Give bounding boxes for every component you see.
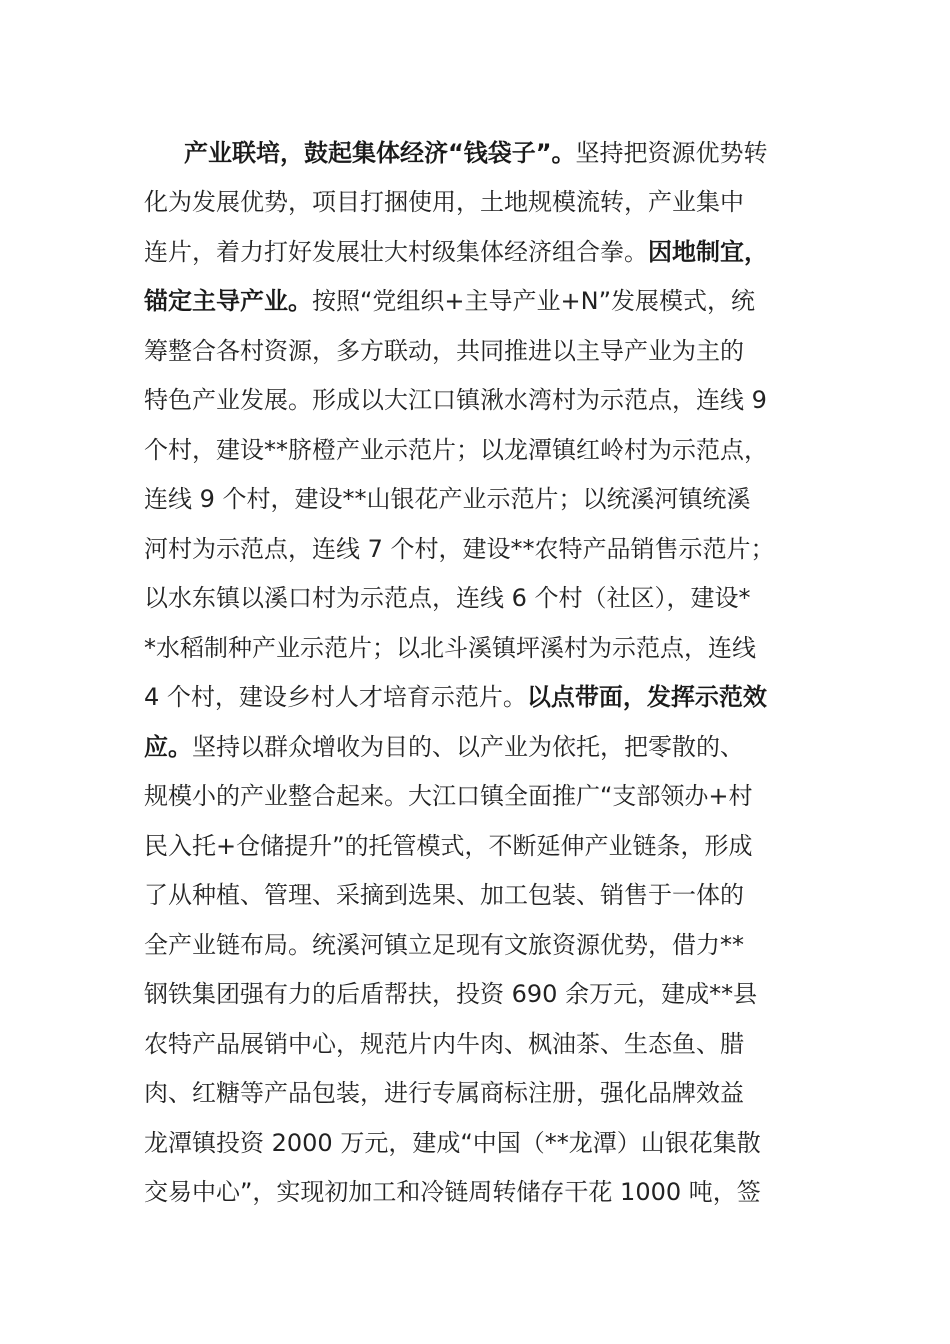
paragraph-line xyxy=(144,969,757,1019)
paragraph-line xyxy=(144,722,744,772)
body-text: 交易中心”，实现初加工和冷链周转储存干花 1000 吨，签 xyxy=(144,1178,761,1206)
body-text: *水稻制种产业示范片；以北斗溪镇坪溪村为示范点，连线 xyxy=(144,634,756,662)
body-text: 连片，着力打好发展壮大村级集体经济组合拳。 xyxy=(144,238,648,266)
paragraph-line xyxy=(144,821,753,871)
body-text: 龙潭镇投资 2000 万元，建成“中国（**龙潭）山银花集散 xyxy=(144,1129,761,1157)
body-text: 特色产业发展。形成以大江口镇湫水湾村为示范点，连线 9 xyxy=(144,386,767,414)
paragraph-line xyxy=(144,1118,761,1168)
paragraph-line xyxy=(184,128,768,178)
paragraph-line xyxy=(144,227,768,277)
body-text: 坚持把资源优势转 xyxy=(575,139,768,167)
body-text: 按照“党组织+主导产业+N”发展模式，统 xyxy=(312,287,756,315)
paragraph-line xyxy=(144,425,768,475)
paragraph-line xyxy=(144,573,751,623)
bold-heading: 应。 xyxy=(144,733,192,761)
body-text: 4 个村，建设乡村人才培育示范片。 xyxy=(144,683,527,711)
paragraph-line xyxy=(144,623,756,673)
body-text: 个村，建设**脐橙产业示范片；以龙潭镇红岭村为示范点， xyxy=(144,436,768,464)
paragraph-line xyxy=(144,920,744,970)
body-text: 了从种植、管理、采摘到选果、加工包装、销售于一体的 xyxy=(144,881,744,909)
paragraph-line xyxy=(144,276,755,326)
paragraph-line xyxy=(144,771,753,821)
body-text: 连线 9 个村，建设**山银花产业示范片；以统溪河镇统溪 xyxy=(144,485,751,513)
paragraph-line xyxy=(144,1068,744,1118)
body-text: 河村为示范点，连线 7 个村，建设**农特产品销售示范片； xyxy=(144,535,775,563)
bold-heading: 锚定主导产业。 xyxy=(144,287,312,315)
body-text: 化为发展优势，项目打捆使用，土地规模流转，产业集中 xyxy=(144,188,744,216)
paragraph-line xyxy=(144,1019,744,1069)
paragraph-line xyxy=(144,672,767,722)
body-text: 坚持以群众增收为目的、以产业为依托，把零散的、 xyxy=(192,733,744,761)
body-text: 规模小的产业整合起来。大江口镇全面推广“支部领办+村 xyxy=(144,782,753,810)
body-text: 农特产品展销中心，规范片内牛肉、枫油茶、生态鱼、腊 xyxy=(144,1030,744,1058)
paragraph-line xyxy=(144,326,744,376)
bold-heading: 因地制宜， xyxy=(648,238,768,266)
paragraph-line xyxy=(144,524,775,574)
body-text: 以水东镇以溪口村为示范点，连线 6 个村（社区），建设* xyxy=(144,584,751,612)
paragraph-line xyxy=(144,1167,761,1217)
bold-heading: 以点带面，发挥示范效 xyxy=(526,683,767,711)
bold-heading: 产业联培，鼓起集体经济“钱袋子”。 xyxy=(184,139,576,167)
paragraph-line xyxy=(144,375,767,425)
paragraph-line xyxy=(144,870,744,920)
body-text: 肉、红糖等产品包装，进行专属商标注册，强化品牌效益 xyxy=(144,1079,744,1107)
paragraph-line xyxy=(144,474,751,524)
body-text: 钢铁集团强有力的后盾帮扶，投资 690 余万元，建成**县 xyxy=(144,980,758,1008)
body-text: 民入托+仓储提升”的托管模式，不断延伸产业链条，形成 xyxy=(144,832,753,860)
body-text: 全产业链布局。统溪河镇立足现有文旅资源优势，借力** xyxy=(144,931,744,959)
paragraph-line xyxy=(144,177,744,227)
body-text: 筹整合各村资源，多方联动，共同推进以主导产业为主的 xyxy=(144,337,744,365)
